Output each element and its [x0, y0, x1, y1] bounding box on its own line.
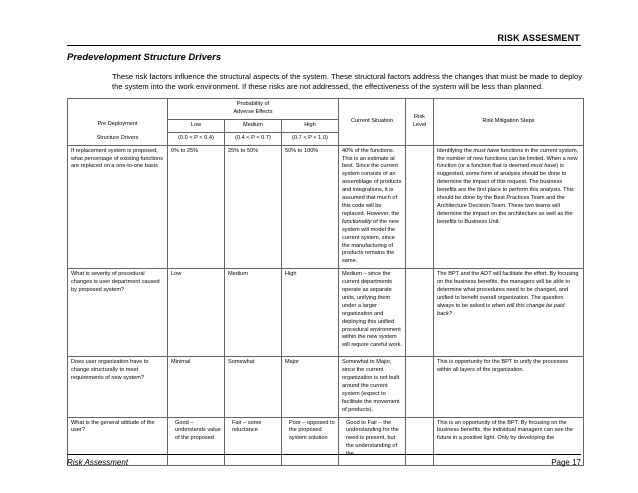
header-pre-deployment-cell	[68, 99, 168, 146]
row-low: Minimal	[168, 357, 225, 417]
row-mitigation	[434, 269, 584, 357]
footer-page-number: Page 17	[551, 458, 581, 467]
row-driver: If replacement system is proposed, what percentage of existing functions are replaced on a one-to-one basis	[68, 145, 168, 269]
intro-paragraph: These risk factors influence the structural aspects of the system. These structural factors address the changes that must be made to deploy the system into the work environment. If these risks are not addressed, the effectiveness of the system will be less than planned.	[112, 72, 582, 91]
table-row	[68, 417, 584, 465]
row-high: Major	[282, 357, 339, 417]
row-mitigation: This is an opportunity of the BPT. By focusing on the business benefits, the individual managers can see the future in a positive light. Only by developing the	[434, 417, 584, 465]
row-mitigation: This is opportunity for the BPT to unify the processes within all layers of the organization.	[434, 357, 584, 417]
emphasis-text: must have	[530, 163, 557, 170]
header-pre-deployment: Pre Deployment	[97, 120, 138, 127]
row-risk-level	[406, 357, 434, 417]
document-header-title: RISK ASSESMENT	[497, 33, 580, 43]
table-row	[68, 145, 584, 269]
header-medium-range: (0.4 < P < 0.7)	[225, 132, 282, 145]
header-low-range: (0.0 < P < 0.4)	[168, 132, 225, 145]
header-medium: Medium	[225, 119, 282, 132]
row-current-situation: Good to Fair – the understanding for the need is present, but the understanding of the	[339, 417, 406, 465]
row-low: 0% to 25%	[168, 145, 225, 269]
header-probability: Probability of Adverse Effects	[168, 99, 339, 120]
footer-rule	[67, 454, 581, 455]
table-row	[68, 269, 584, 357]
text-run: ) is suggested, some form of analysis should be done to determine the impact of this request. The business benefits are the first place to perform this analysis. This should be done by the Best Practices Team and the Architecture Decision Team. These two teams will determine the impact on the architecture as well as the benefits to Business Unit.	[437, 163, 574, 225]
emphasis-text: must have	[473, 147, 500, 154]
row-risk-level	[406, 417, 434, 465]
row-risk-level	[406, 145, 434, 269]
text-run: functions in the current system, the number of new functions can be limited. When a new function (or a function that is deemed	[437, 147, 579, 170]
text-run: of the new system will model the current system, since the manufacturing of products remains the same.	[342, 218, 399, 265]
row-high: High	[282, 269, 339, 357]
text-run: 40% of the functions. This is an estimate at best. Since the current system consists of an assemblage of products and integrations, it is assumed that much of this code will be replaced. However, the	[342, 147, 402, 217]
row-driver: What is severity of procedural changes is user department caused by proposed system?	[68, 269, 168, 357]
risk-table	[67, 98, 584, 466]
row-current-situation: Medium – since the current departments operate as separate units, unifying them under a larger organization and deploying this unified procedural environment within the new system will require careful work.	[339, 269, 406, 357]
row-low: Good – understands value of the proposed	[168, 417, 225, 465]
row-medium: Fair – some reluctance	[225, 417, 282, 465]
row-risk-level	[406, 269, 434, 357]
header-risk-level: Risk Level	[406, 99, 434, 146]
row-medium: Somewhat	[225, 357, 282, 417]
text-run: Identifying the	[437, 147, 474, 154]
row-driver: Does user organization have to change structurally to meet requirements of new system?	[68, 357, 168, 417]
section-title: Predevelopment Structure Drivers	[67, 52, 222, 63]
row-low: Low	[168, 269, 225, 357]
row-medium: 25% to 50%	[225, 145, 282, 269]
header-structure-drivers: Structure Drivers	[96, 134, 139, 141]
header-rule	[67, 45, 581, 46]
row-high: Poor – opposed to the proposed system solution	[282, 417, 339, 465]
emphasis-text: when will this change be paid back?	[437, 302, 565, 317]
row-driver: What is the general attitude of the user?	[68, 417, 168, 465]
header-high-range: (0.7 < P < 1.0)	[282, 132, 339, 145]
footer-document-name: Risk Assessment	[67, 458, 129, 467]
header-low: Low	[168, 119, 225, 132]
row-current-situation	[339, 145, 406, 269]
row-medium: Medium	[225, 269, 282, 357]
emphasis-text: functionality	[342, 218, 372, 225]
header-high: High	[282, 119, 339, 132]
header-mitigation: Risk Mitigation Steps	[434, 99, 584, 146]
row-high: 50% to 100%	[282, 145, 339, 269]
row-mitigation	[434, 145, 584, 269]
row-current-situation: Somewhat to Major, since the current organization is not built around the current system (expect to facilitate the movement of products).	[339, 357, 406, 417]
header-current-situation: Current Situation	[339, 99, 406, 146]
table-row	[68, 357, 584, 417]
text-run: The BPT and the ADT will facilitate the effort. By focusing on the business benefits, the managers will be able to determine what procedures need to be changed, and unified to benefit overall organization. The question always to be asked is	[437, 271, 579, 309]
